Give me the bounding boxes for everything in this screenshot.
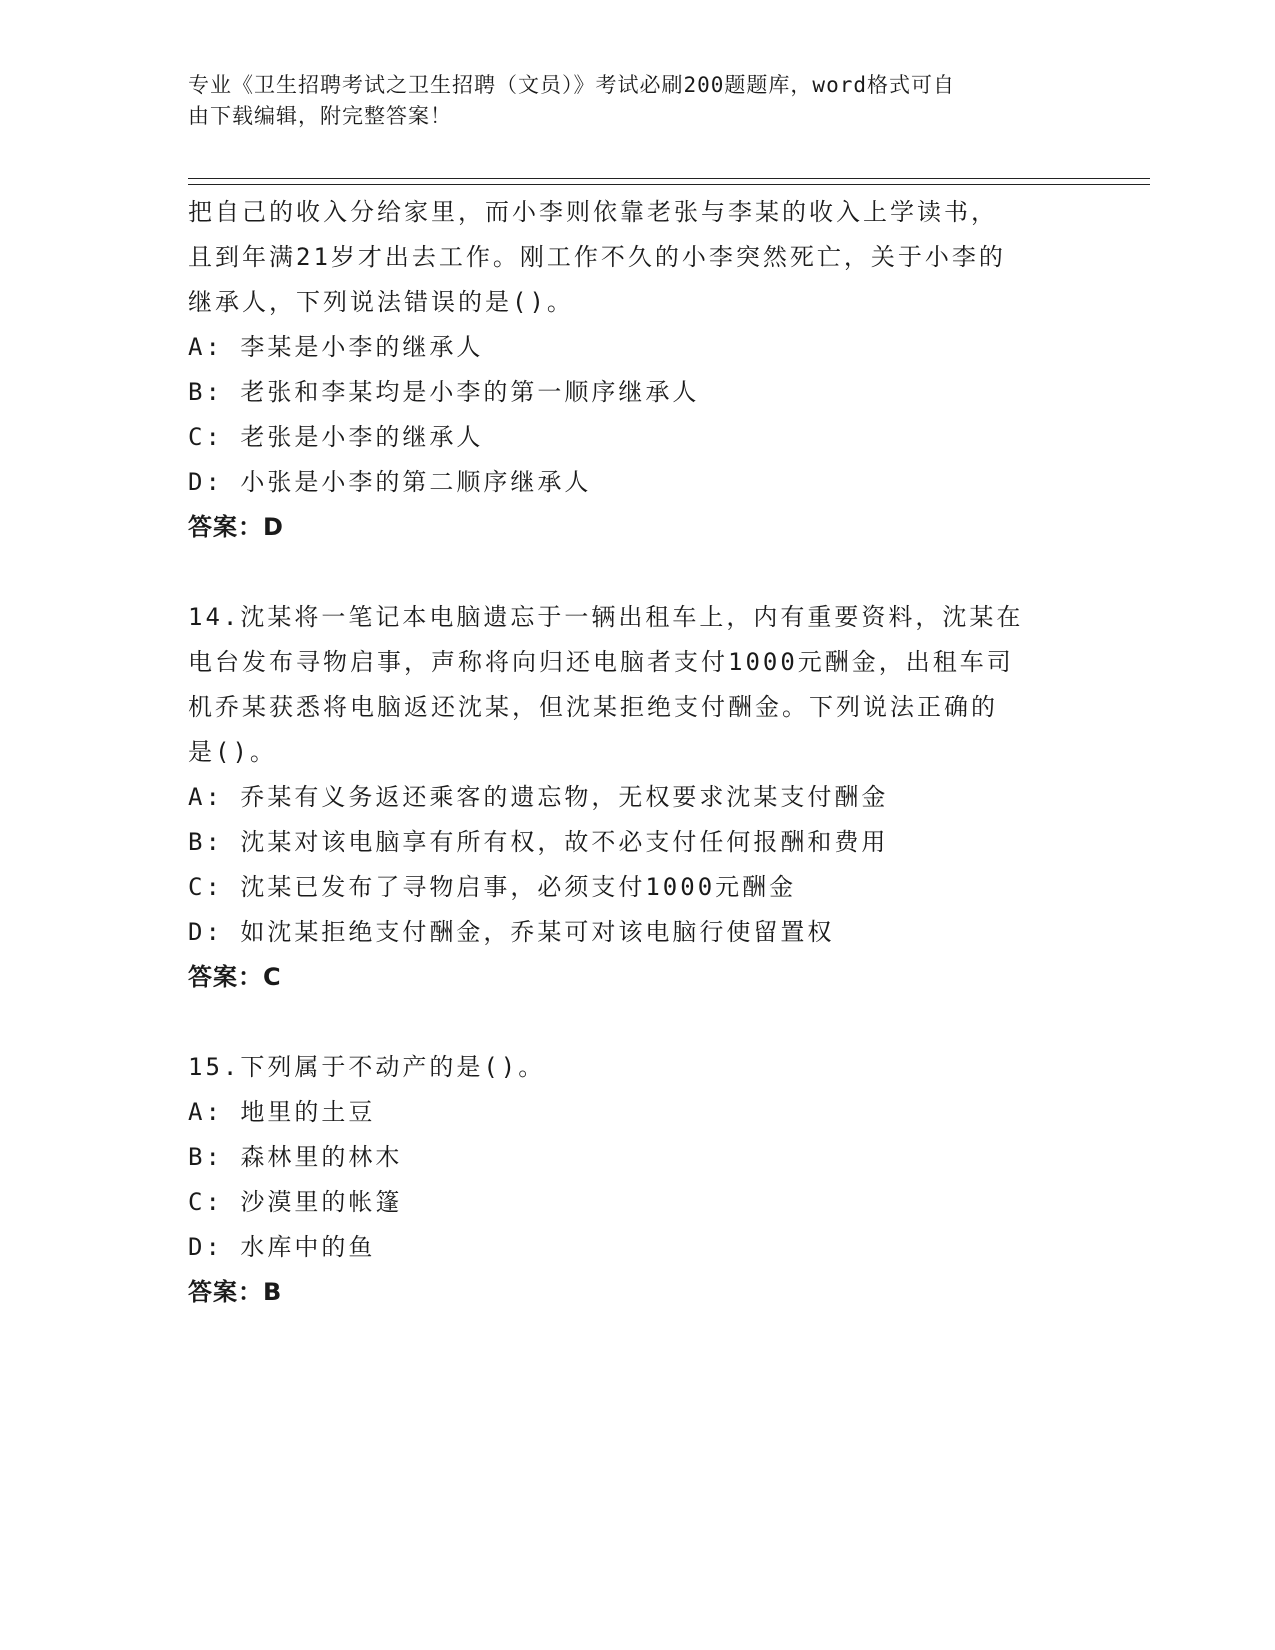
option-d: D: 水库中的鱼 [188, 1233, 376, 1261]
question-stem-line: 电台发布寻物启事，声称将向归还电脑者支付1000元酬金，出租车司 [188, 648, 1014, 676]
option-d: D: 如沈某拒绝支付酬金，乔某可对该电脑行使留置权 [188, 918, 835, 946]
option-d: D: 小张是小李的第二顺序继承人 [188, 468, 592, 496]
option-a: A: 乔某有义务返还乘客的遗忘物，无权要求沈某支付酬金 [188, 783, 889, 811]
question-stem-line: 15.下列属于不动产的是()。 [188, 1053, 546, 1081]
question-stem-line: 14.沈某将一笔记本电脑遗忘于一辆出租车上，内有重要资料，沈某在 [188, 603, 1024, 631]
header-divider-top [188, 178, 1150, 179]
question-stem-line: 机乔某获悉将电脑返还沈某，但沈某拒绝支付酬金。下列说法正确的 [188, 693, 998, 721]
header-divider-bottom [188, 184, 1150, 185]
question-stem-line: 且到年满21岁才出去工作。刚工作不久的小李突然死亡，关于小李的 [188, 243, 1006, 271]
option-a: A: 李某是小李的继承人 [188, 333, 484, 361]
option-c: C: 老张是小李的继承人 [188, 423, 484, 451]
option-b: B: 森林里的林木 [188, 1143, 403, 1171]
spacer [188, 1000, 1088, 1045]
answer-label: 答案：D [188, 513, 284, 541]
option-a: A: 地里的土豆 [188, 1098, 376, 1126]
answer-label: 答案：B [188, 1278, 283, 1306]
spacer [188, 550, 1088, 595]
option-c: C: 沈某已发布了寻物启事，必须支付1000元酬金 [188, 873, 797, 901]
question-15 [188, 1045, 1088, 1315]
option-b: B: 老张和李某均是小李的第一顺序继承人 [188, 378, 700, 406]
question-stem-line: 继承人，下列说法错误的是()。 [188, 288, 574, 316]
header-line-2: 由下载编辑，附完整答案！ [188, 104, 452, 128]
option-c: C: 沙漠里的帐篷 [188, 1188, 403, 1216]
answer-label: 答案：C [188, 963, 282, 991]
question-13 [188, 190, 1088, 550]
document-header [188, 70, 1068, 132]
header-line-1: 专业《卫生招聘考试之卫生招聘（文员）》考试必刷200题题库，word格式可自 [188, 73, 955, 97]
question-content [188, 190, 1088, 1315]
option-b: B: 沈某对该电脑享有所有权，故不必支付任何报酬和费用 [188, 828, 889, 856]
question-stem-line: 是()。 [188, 738, 277, 766]
question-14 [188, 595, 1088, 1000]
question-stem-line: 把自己的收入分给家里，而小李则依靠老张与李某的收入上学读书， [188, 198, 998, 226]
